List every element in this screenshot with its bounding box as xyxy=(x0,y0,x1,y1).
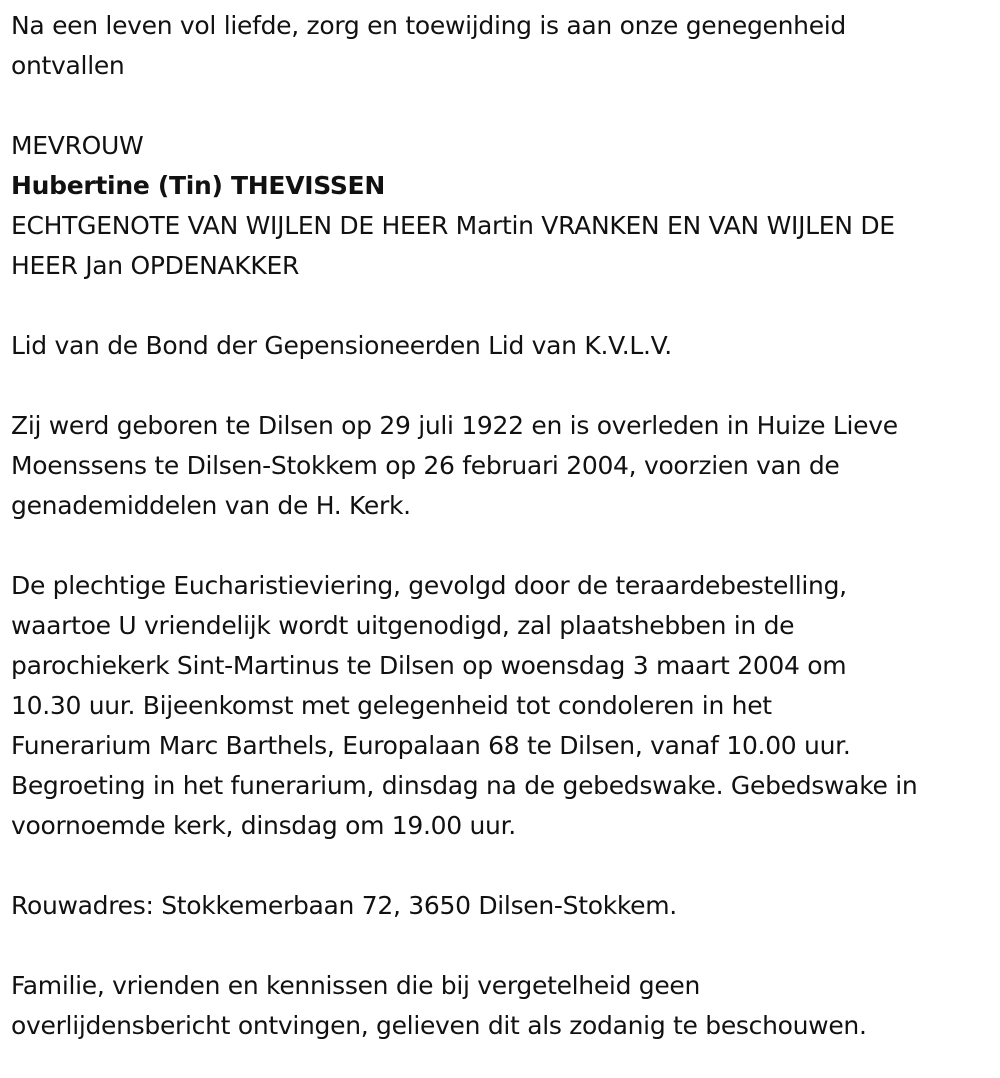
birth-death-paragraph xyxy=(11,406,996,526)
salutation xyxy=(11,126,996,166)
closing-line: overlijdensbericht ontvingen, gelieven dit als zodanig te beschouwen. xyxy=(11,1011,867,1040)
closing-paragraph xyxy=(11,966,996,1046)
birth-death-line: genademiddelen van de H. Kerk. xyxy=(11,491,411,520)
birth-death-line: Moenssens te Dilsen-Stokkem op 26 februari 2004, voorzien van de xyxy=(11,451,840,480)
intro-line: ontvallen xyxy=(11,51,125,80)
closing-line: Familie, vrienden en kennissen die bij vergetelheid geen xyxy=(11,971,701,1000)
salutation-text: MEVROUW xyxy=(11,131,144,160)
spouse-line xyxy=(11,206,996,286)
intro-line: Na een leven vol liefde, zorg en toewijding is aan onze genegenheid xyxy=(11,11,847,40)
deceased-name-text: Hubertine (Tin) THEVISSEN xyxy=(11,171,385,200)
deceased-name xyxy=(11,166,996,206)
ceremony-paragraph xyxy=(11,566,996,846)
address-paragraph xyxy=(11,886,996,926)
ceremony-line: voornoemde kerk, dinsdag om 19.00 uur. xyxy=(11,811,516,840)
ceremony-line: Begroeting in het funerarium, dinsdag na de gebedswake. Gebedswake in xyxy=(11,771,918,800)
ceremony-line: waartoe U vriendelijk wordt uitgenodigd, zal plaatshebben in de xyxy=(11,611,795,640)
death-notice xyxy=(11,6,996,1046)
memberships-text: Lid van de Bond der Gepensioneerden Lid van K.V.L.V. xyxy=(11,331,672,360)
ceremony-line: 10.30 uur. Bijeenkomst met gelegenheid tot condoleren in het xyxy=(11,691,772,720)
ceremony-line: De plechtige Eucharistieviering, gevolgd door de teraardebestelling, xyxy=(11,571,847,600)
memberships-paragraph xyxy=(11,326,996,366)
deceased-block xyxy=(11,126,996,286)
birth-death-line: Zij werd geboren te Dilsen op 29 juli 1922 en is overleden in Huize Lieve xyxy=(11,411,898,440)
intro-paragraph xyxy=(11,6,996,86)
spouse-text: ECHTGENOTE VAN WIJLEN DE HEER Martin VRANKEN EN VAN WIJLEN DE xyxy=(11,211,895,240)
ceremony-line: parochiekerk Sint-Martinus te Dilsen op woensdag 3 maart 2004 om xyxy=(11,651,847,680)
spouse-text: HEER Jan OPDENAKKER xyxy=(11,251,300,280)
ceremony-line: Funerarium Marc Barthels, Europalaan 68 te Dilsen, vanaf 10.00 uur. xyxy=(11,731,851,760)
address-text: Rouwadres: Stokkemerbaan 72, 3650 Dilsen-Stokkem. xyxy=(11,891,677,920)
